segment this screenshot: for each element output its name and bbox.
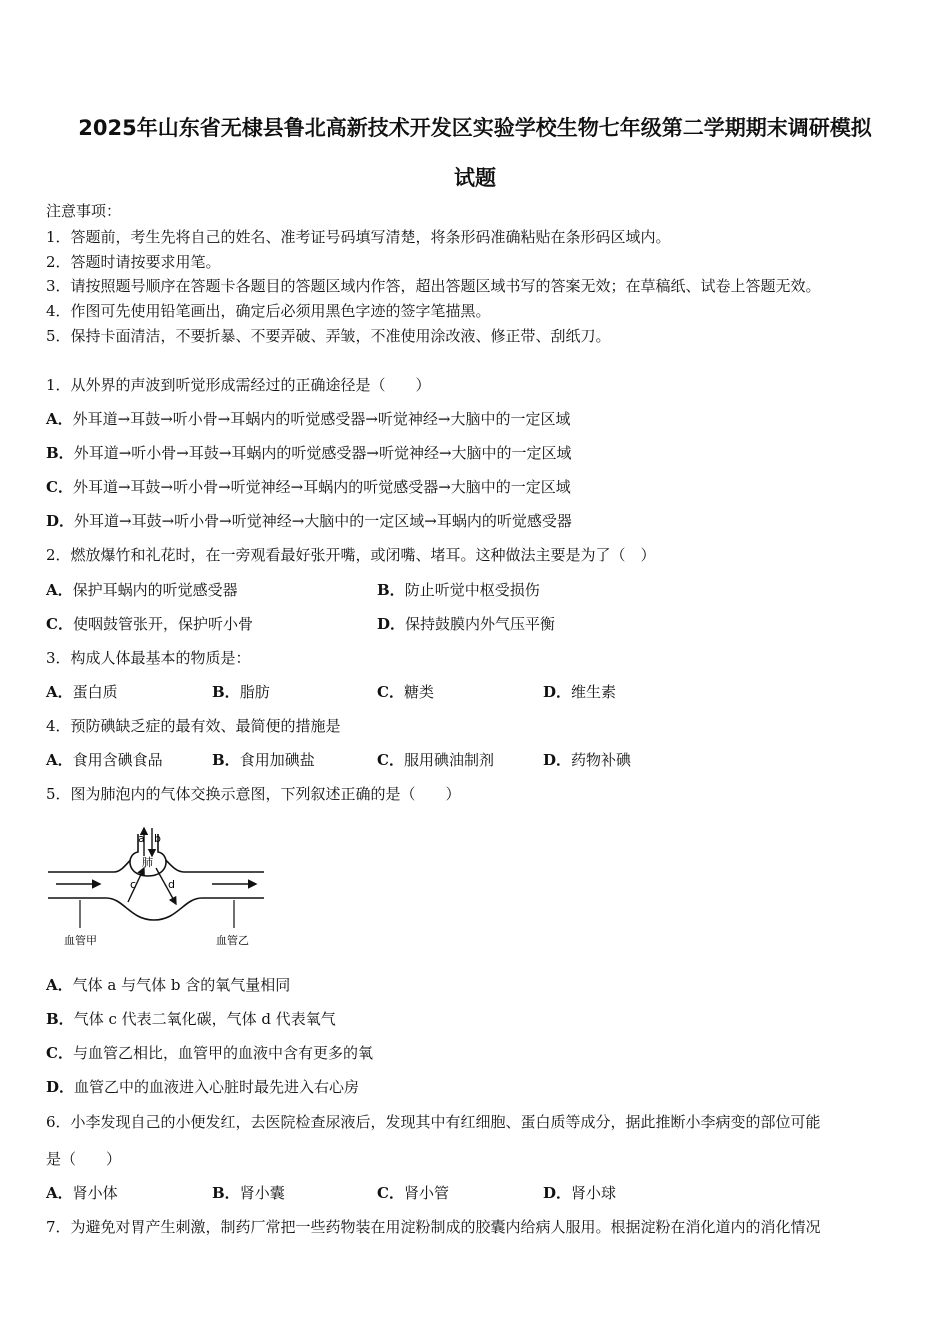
label-vessel-left: 血管甲 xyxy=(64,934,97,947)
question-2-option-b: B．防止听觉中枢受损伤 xyxy=(377,581,540,599)
notice-item: 2．答题时请按要求用笔。 xyxy=(46,253,221,271)
question-3-option-b: B．脂肪 xyxy=(212,683,270,701)
question-3-option-d: D．维生素 xyxy=(543,683,617,701)
question-5-option-a: A．气体 a 与气体 b 含的氧气量相同 xyxy=(46,976,291,994)
alveolus-gas-exchange-diagram xyxy=(44,820,274,955)
question-6-stem: 6．小李发现自己的小便发红，去医院检查尿液后，发现其中有红细胞、蛋白质等成分，据此推断小李病变的部位可能 xyxy=(46,1113,821,1131)
question-2-stem: 2．燃放爆竹和礼花时，在一旁观看最好张开嘴，或闭嘴、堵耳。这种做法主要是为了（ ） xyxy=(46,546,656,564)
question-1-option-b: B．外耳道→听小骨→耳鼓→耳蜗内的听觉感受器→听觉神经→大脑中的一定区域 xyxy=(46,444,572,462)
question-6-option-b: B．肾小囊 xyxy=(212,1184,285,1202)
question-1-option-a: A．外耳道→耳鼓→听小骨→耳蜗内的听觉感受器→听觉神经→大脑中的一定区域 xyxy=(46,410,571,428)
question-3-stem: 3．构成人体最基本的物质是： xyxy=(46,649,251,667)
page-title: 2025年山东省无棣县鲁北高新技术开发区实验学校生物七年级第二学期期末调研模拟 xyxy=(78,116,872,140)
label-c: c xyxy=(130,878,137,891)
question-7-stem: 7．为避免对胃产生刺激，制药厂常把一些药物装在用淀粉制成的胶囊内给病人服用。根据淀粉在消化道内的消化情况 xyxy=(46,1218,821,1236)
question-1-stem: 1．从外界的声波到听觉形成需经过的正确途径是（ ） xyxy=(46,376,431,394)
notice-item: 5．保持卡面清洁，不要折暴、不要弄破、弄皱，不准使用涂改液、修正带、刮纸刀。 xyxy=(46,327,611,345)
notice-heading: 注意事项： xyxy=(46,202,122,220)
question-4-option-d: D．药物补碘 xyxy=(543,751,632,769)
notice-item: 1．答题前，考生先将自己的姓名、准考证号码填写清楚，将条形码准确粘贴在条形码区域内。 xyxy=(46,228,671,246)
page-title-continued: 试题 xyxy=(454,166,496,190)
question-6-stem-continued: 是（ ） xyxy=(46,1150,122,1168)
question-3-option-a: A．蛋白质 xyxy=(46,683,118,701)
question-4-option-a: A．食用含碘食品 xyxy=(46,751,163,769)
question-4-option-c: C．服用碘油制剂 xyxy=(377,751,494,769)
label-d: d xyxy=(168,878,175,891)
question-4-stem: 4．预防碘缺乏症的最有效、最简便的措施是 xyxy=(46,717,341,735)
notice-item: 4．作图可先使用铅笔画出，确定后必须用黑色字迹的签字笔描黑。 xyxy=(46,302,491,320)
question-4-option-b: B．食用加碘盐 xyxy=(212,751,315,769)
label-vessel-right: 血管乙 xyxy=(216,934,249,947)
label-a: a xyxy=(138,832,145,845)
question-6-option-c: C．肾小管 xyxy=(377,1184,449,1202)
question-5-stem: 5．图为肺泡内的气体交换示意图，下列叙述正确的是（ ） xyxy=(46,785,461,803)
question-1-option-d: D．外耳道→耳鼓→听小骨→听觉神经→大脑中的一定区域→耳蜗内的听觉感受器 xyxy=(46,512,572,530)
question-1-option-c: C．外耳道→耳鼓→听小骨→听觉神经→耳蜗内的听觉感受器→大脑中的一定区域 xyxy=(46,478,571,496)
question-3-option-c: C．糖类 xyxy=(377,683,434,701)
question-2-option-d: D．保持鼓膜内外气压平衡 xyxy=(377,615,556,633)
notice-item: 3．请按照题号顺序在答题卡各题目的答题区域内作答，超出答题区域书写的答案无效；在草稿纸、试卷上答题无效。 xyxy=(46,277,821,295)
label-b: b xyxy=(154,832,161,845)
question-5-option-c: C．与血管乙相比，血管甲的血液中含有更多的氧 xyxy=(46,1044,373,1062)
label-lung: 肺 xyxy=(142,856,153,869)
question-5-option-b: B．气体 c 代表二氧化碳，气体 d 代表氧气 xyxy=(46,1010,336,1028)
question-6-option-a: A．肾小体 xyxy=(46,1184,118,1202)
question-6-option-d: D．肾小球 xyxy=(543,1184,617,1202)
question-2-option-c: C．使咽鼓管张开，保护听小骨 xyxy=(46,615,253,633)
question-2-option-a: A．保护耳蜗内的听觉感受器 xyxy=(46,581,238,599)
question-5-option-d: D．血管乙中的血液进入心脏时最先进入右心房 xyxy=(46,1078,360,1096)
